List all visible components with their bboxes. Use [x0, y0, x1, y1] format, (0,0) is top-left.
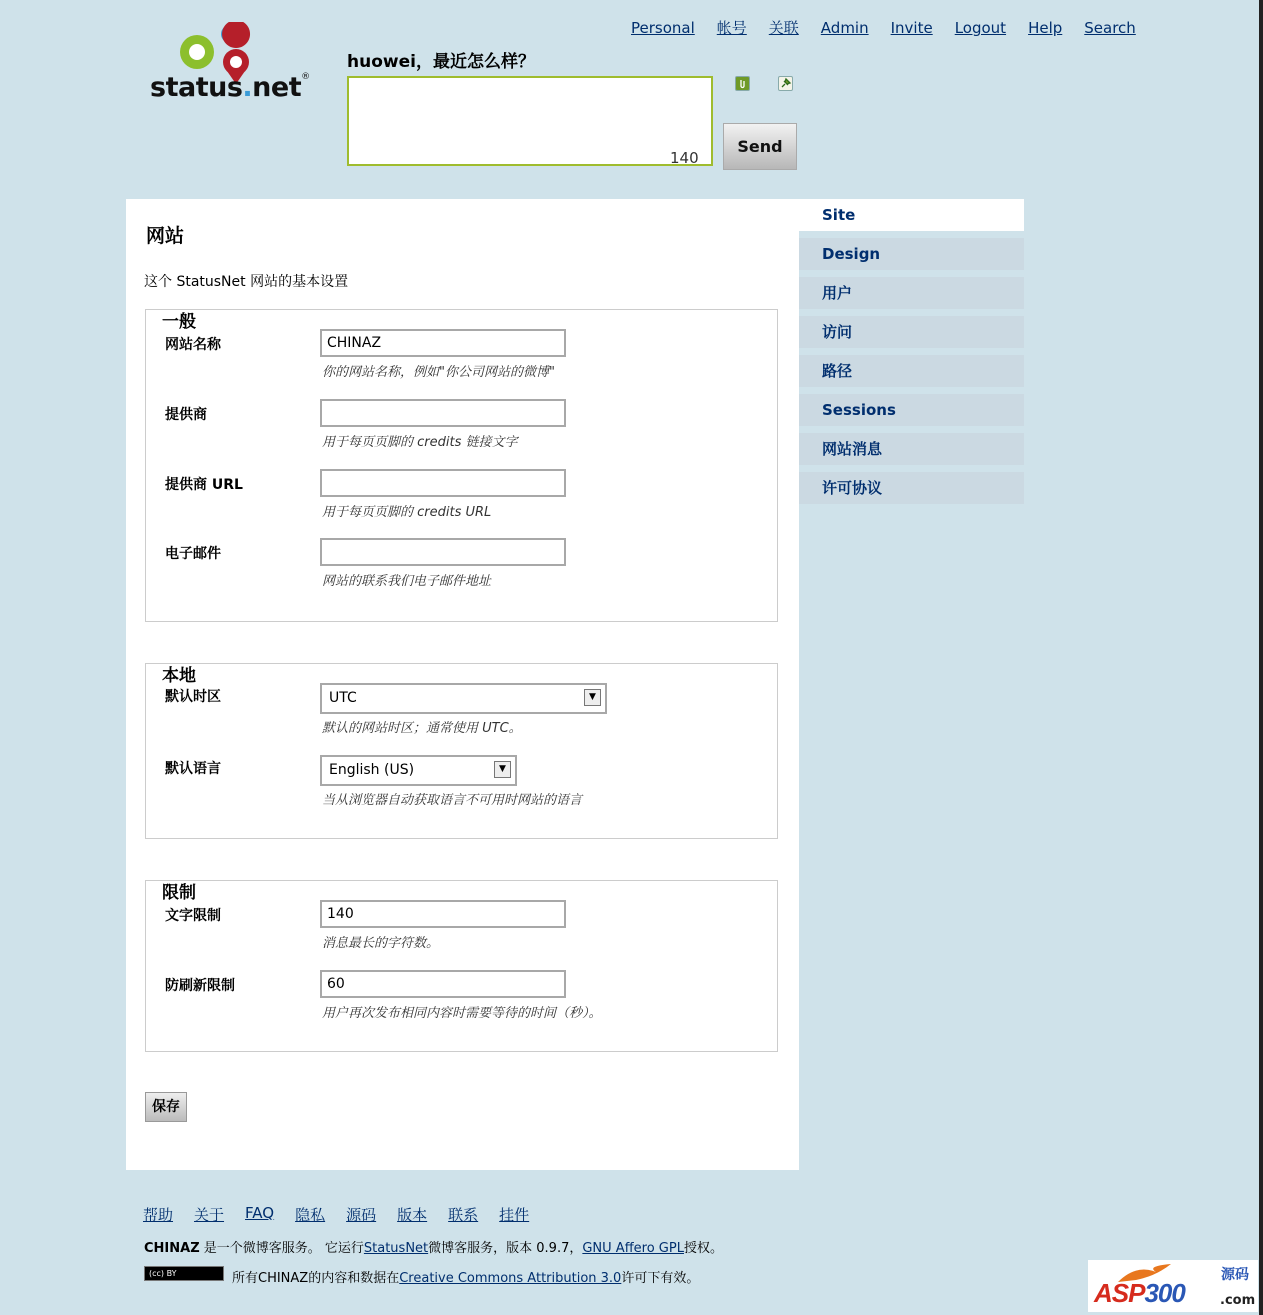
sidebar-item-paths[interactable]: 路径 — [799, 355, 1024, 387]
site-name-input[interactable]: CHINAZ — [320, 329, 566, 357]
footer-link-badge[interactable]: 挂件 — [499, 1206, 530, 1224]
site-name-hint: 你的网站名称，例如"你公司网站的微博" — [322, 365, 555, 380]
language-select[interactable] — [320, 755, 517, 786]
statusnet-link[interactable]: StatusNet — [363, 1241, 429, 1256]
general-fieldset — [145, 309, 778, 622]
nav-invite[interactable]: Invite — [890, 19, 933, 37]
sidebar-item-design[interactable]: Design — [799, 238, 1024, 270]
limits-legend: 限制 — [162, 883, 196, 903]
local-fieldset — [145, 663, 778, 839]
provider-url-label: 提供商 URL — [165, 477, 243, 493]
nav-account[interactable]: 帐号 — [716, 19, 747, 37]
cc-license-link[interactable]: Creative Commons Attribution 3.0 — [399, 1271, 622, 1286]
chevron-down-icon[interactable]: ▼ — [494, 761, 511, 778]
site-name: CHINAZ — [144, 1241, 200, 1256]
limits-fieldset — [145, 880, 778, 1052]
dupe-limit-hint: 用户再次发布相同内容时需要等待的时间（秒）。 — [322, 1006, 602, 1021]
footer-nav — [143, 1204, 550, 1225]
content-license: 所有CHINAZ的内容和数据在Creative Commons Attribution 3.0许可下有效。 — [232, 1271, 700, 1286]
language-value: English (US) — [329, 762, 415, 778]
notice-prompt: huowei，最近怎么样？ — [347, 52, 535, 72]
site-name-label: 网站名称 — [165, 337, 221, 353]
send-button[interactable]: Send — [723, 123, 797, 170]
footer-link-source[interactable]: 源码 — [346, 1206, 377, 1224]
save-button[interactable]: 保存 — [145, 1092, 187, 1122]
provider-url-input[interactable] — [320, 469, 566, 497]
provider-label: 提供商 — [165, 407, 207, 423]
language-label: 默认语言 — [165, 761, 221, 777]
sidebar-item-license[interactable]: 许可协议 — [799, 472, 1024, 504]
footer-link-faq[interactable]: FAQ — [245, 1204, 275, 1222]
window-edge — [1259, 0, 1263, 1315]
footer-link-privacy[interactable]: 隐私 — [295, 1206, 326, 1224]
statusnet-logo[interactable] — [148, 22, 310, 104]
timezone-hint: 默认的网站时区；通常使用 UTC。 — [322, 721, 522, 736]
nav-admin[interactable]: Admin — [820, 19, 869, 37]
sidebar-item-access[interactable]: 访问 — [799, 316, 1024, 348]
text-limit-input[interactable]: 140 — [320, 900, 566, 928]
page-instructions: 这个 StatusNet 网站的基本设置 — [144, 274, 349, 290]
watermark-domain: .com — [1220, 1293, 1256, 1308]
footer-link-help[interactable]: 帮助 — [143, 1206, 174, 1224]
primary-nav — [620, 18, 1147, 38]
nav-connect[interactable]: 关联 — [768, 19, 799, 37]
watermark-side-text: 源码 — [1221, 1267, 1249, 1283]
timezone-value: UTC — [329, 690, 357, 706]
watermark-text: ASP300 — [1094, 1278, 1185, 1308]
nav-personal[interactable]: Personal — [631, 19, 695, 37]
cc-license-badge[interactable]: (cc) BY — [144, 1266, 224, 1281]
nav-logout[interactable]: Logout — [954, 19, 1007, 37]
local-legend: 本地 — [162, 666, 196, 686]
provider-hint: 用于每页页脚的 credits 链接文字 — [322, 435, 518, 450]
footer-link-contact[interactable]: 联系 — [448, 1206, 479, 1224]
character-counter: 140 — [670, 149, 699, 167]
dupe-limit-input[interactable]: 60 — [320, 970, 566, 998]
footer-link-about[interactable]: 关于 — [194, 1206, 225, 1224]
sidebar-item-sessions[interactable]: Sessions — [799, 394, 1024, 426]
language-hint: 当从浏览器自动获取语言不可用时网站的语言 — [322, 793, 583, 808]
sidebar-item-site[interactable]: Site — [799, 199, 1024, 231]
site-about: CHINAZ 是一个微博客服务。 它运行StatusNet微博客服务，版本 0.9.7，GNU Affero GPL授权。 — [144, 1241, 723, 1256]
text-limit-label: 文字限制 — [165, 908, 221, 924]
logo-wordmark: status.net® — [150, 72, 310, 103]
chevron-down-icon[interactable]: ▼ — [584, 689, 601, 706]
timezone-label: 默认时区 — [165, 689, 221, 705]
agpl-link[interactable]: GNU Affero GPL — [582, 1241, 684, 1256]
timezone-select[interactable] — [320, 683, 607, 714]
provider-input[interactable] — [320, 399, 566, 427]
general-legend: 一般 — [162, 312, 196, 332]
provider-url-hint: 用于每页页脚的 credits URL — [322, 505, 492, 520]
nav-help[interactable]: Help — [1028, 19, 1063, 37]
paperclip-icon[interactable] — [735, 76, 750, 91]
text-limit-hint: 消息最长的字符数。 — [322, 936, 440, 951]
sidebar-item-users[interactable]: 用户 — [799, 277, 1024, 309]
page-title: 网站 — [146, 225, 185, 247]
sidebar-item-site-notice[interactable]: 网站消息 — [799, 433, 1024, 465]
email-hint: 网站的联系我们电子邮件地址 — [322, 574, 492, 589]
notice-textarea[interactable] — [347, 76, 713, 166]
footer-link-version[interactable]: 版本 — [397, 1206, 428, 1224]
nav-search[interactable]: Search — [1084, 19, 1136, 37]
dupe-limit-label: 防刷新限制 — [165, 978, 235, 994]
admin-sidebar — [799, 199, 1024, 511]
main-content — [126, 199, 799, 1170]
email-label: 电子邮件 — [165, 546, 221, 562]
pushpin-icon[interactable] — [778, 76, 793, 91]
email-input[interactable] — [320, 538, 566, 566]
asp300-watermark — [1088, 1260, 1258, 1312]
